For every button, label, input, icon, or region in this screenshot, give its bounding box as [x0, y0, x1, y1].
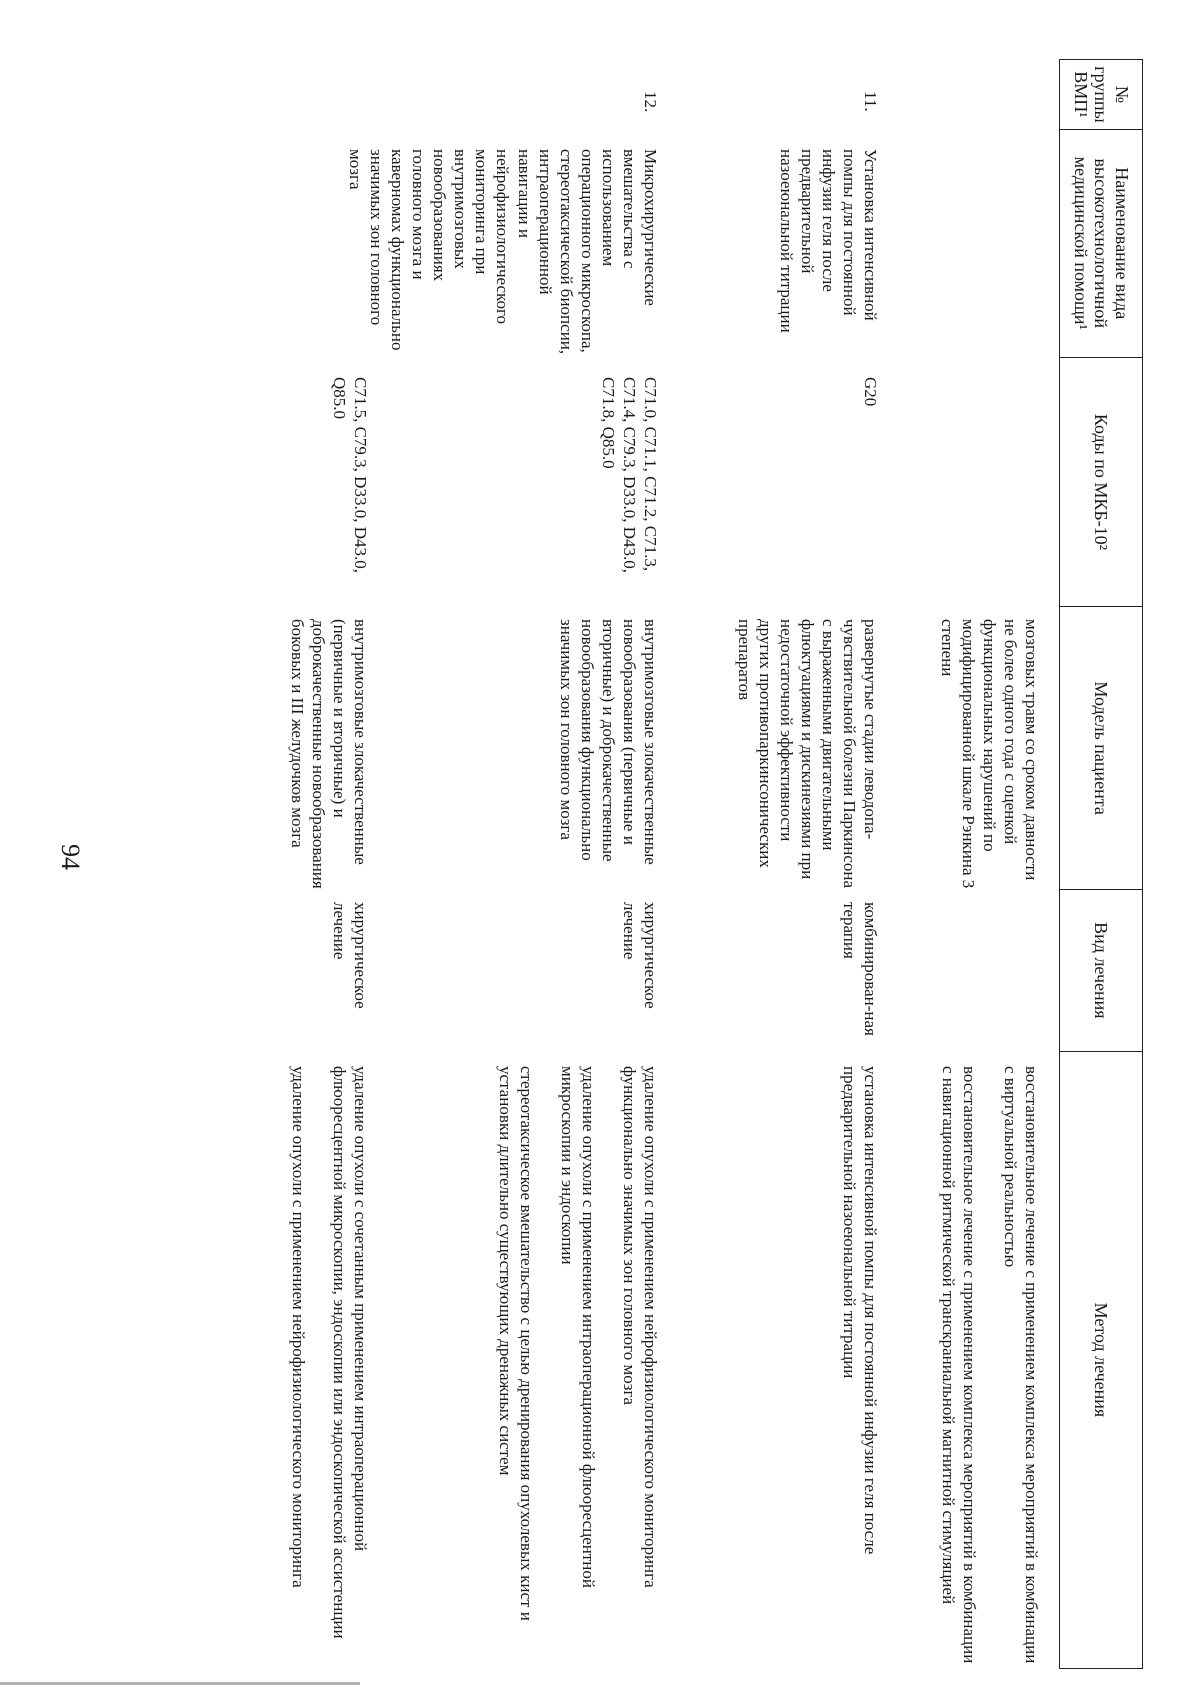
row-patient-model: развернутые стадии леводопа-чувствительной болезни Паркинсона с выраженными двигательными флюктуациями и дискинезиями при недостаточной эффективности других противопаркинсонических препаратов	[734, 619, 880, 889]
header-group-number: № группы ВМП¹	[1060, 60, 1142, 130]
table-row	[918, 59, 1044, 1669]
treatment-method: удаление опухоли с сочетанным применением интраоперационной флюоресцентной микроскопии, эндоскопии или эндоскопической ассистенции	[329, 1066, 370, 1639]
rotated-page	[141, 59, 1143, 1669]
row-icd-codes: G20	[861, 377, 880, 407]
header-treatment-method: Метод лечения	[1091, 1302, 1112, 1418]
row-care-name: Установка интенсивной помпы для постоянной инфузии геля после предварительной назоеюнальной титрации	[776, 149, 880, 333]
header-patient-model: Модель пациента	[1060, 607, 1142, 890]
row-number: 11.	[861, 91, 880, 112]
row-icd-codes: C71.5, C79.3, D33.0, D43.0, Q85.0	[329, 377, 370, 573]
row-patient-model: внутримозговые злокачественные (первичные и вторичные) и доброкачественные новообразования боковых и III желудочков мозга	[287, 619, 370, 889]
row-icd-codes: C71.0, C71.1, C71.2, C71.3, C71.4, C79.3, D33.0, D43.0, C71.8, Q85.0	[598, 377, 660, 573]
treatment-method: удаление опухоли с применением нейрофизиологического мониторинга функционально значимых зон головного мозга	[619, 1066, 660, 1588]
row-care-name	[918, 129, 1044, 357]
row-number: 12.	[641, 91, 660, 113]
row-treatment-methods	[918, 1052, 1044, 1669]
header-care-name: Наименование вида высокотехнологичной медицинской помощи¹	[1060, 130, 1142, 358]
header-icd-codes: Коды по МКБ-10²	[1060, 358, 1142, 608]
table-row	[345, 59, 663, 1669]
row-treatment-type: комбинирован-ная терапия	[839, 902, 880, 1036]
treatment-method: восстановительное лечение с применением комплекса мероприятий в комбинации с навигационной ритмической транскраниальной магнитной стимуляцией	[938, 1066, 979, 1664]
table-row	[268, 59, 373, 1669]
row-patient-model: мозговых травм со сроком давности не более одного года с оценкой функциональных нарушений по модифицированной шкале Рэнкина 3 степени	[937, 619, 1041, 889]
row-number	[918, 59, 1044, 129]
row-treatment-type	[918, 890, 1044, 1052]
row-treatment-type: хирургическое лечение	[619, 902, 660, 1009]
treatment-method: установка интенсивной помпы для постоянной инфузии геля после предварительной назоеюнальной титрации	[839, 1066, 880, 1555]
row-treatment-methods	[345, 1052, 663, 1669]
row-treatment-methods	[733, 1052, 883, 1669]
treatment-method: восстановительное лечение с применением комплекса мероприятий в комбинации с виртуальной реальностью	[1000, 1066, 1041, 1664]
treatment-method: стереотаксическое вмешательство с целью дренирования опухолевых кист и установки длительно существующих дренажных систем	[495, 1066, 536, 1621]
row-treatment-methods	[268, 1052, 373, 1669]
page-number: 94	[56, 844, 85, 870]
row-number	[268, 59, 373, 129]
treatment-method: удаление опухоли с применением интраоперационной флюоресцентной микроскопии и эндоскопии	[557, 1066, 598, 1588]
treatment-method: удаление опухоли с применением нейрофизиологического мониторинга	[288, 1066, 308, 1588]
scan-edge-line	[0, 1682, 360, 1685]
row-care-name	[268, 129, 373, 357]
row-patient-model: внутримозговые злокачественные новообразования (первичные и вторичные) и доброкачественные новообразования функционально значимых зон головного мозга	[556, 619, 660, 865]
header-treatment-type: Вид лечения	[1060, 890, 1142, 1052]
row-care-name: Микрохирургические вмешательства с использованием операционного микроскопа, стереотаксической биопсии, интраоперационной навигации и нейрофизиологического мониторинга при внутримозговых новообразованиях головного мозга и каверномах функционально значимых зон головного мозга	[345, 149, 660, 355]
row-treatment-type: хирургическое лечение	[329, 902, 370, 1009]
table-row	[733, 59, 883, 1669]
row-icd-codes	[918, 357, 1044, 607]
table-header	[1059, 59, 1143, 1669]
